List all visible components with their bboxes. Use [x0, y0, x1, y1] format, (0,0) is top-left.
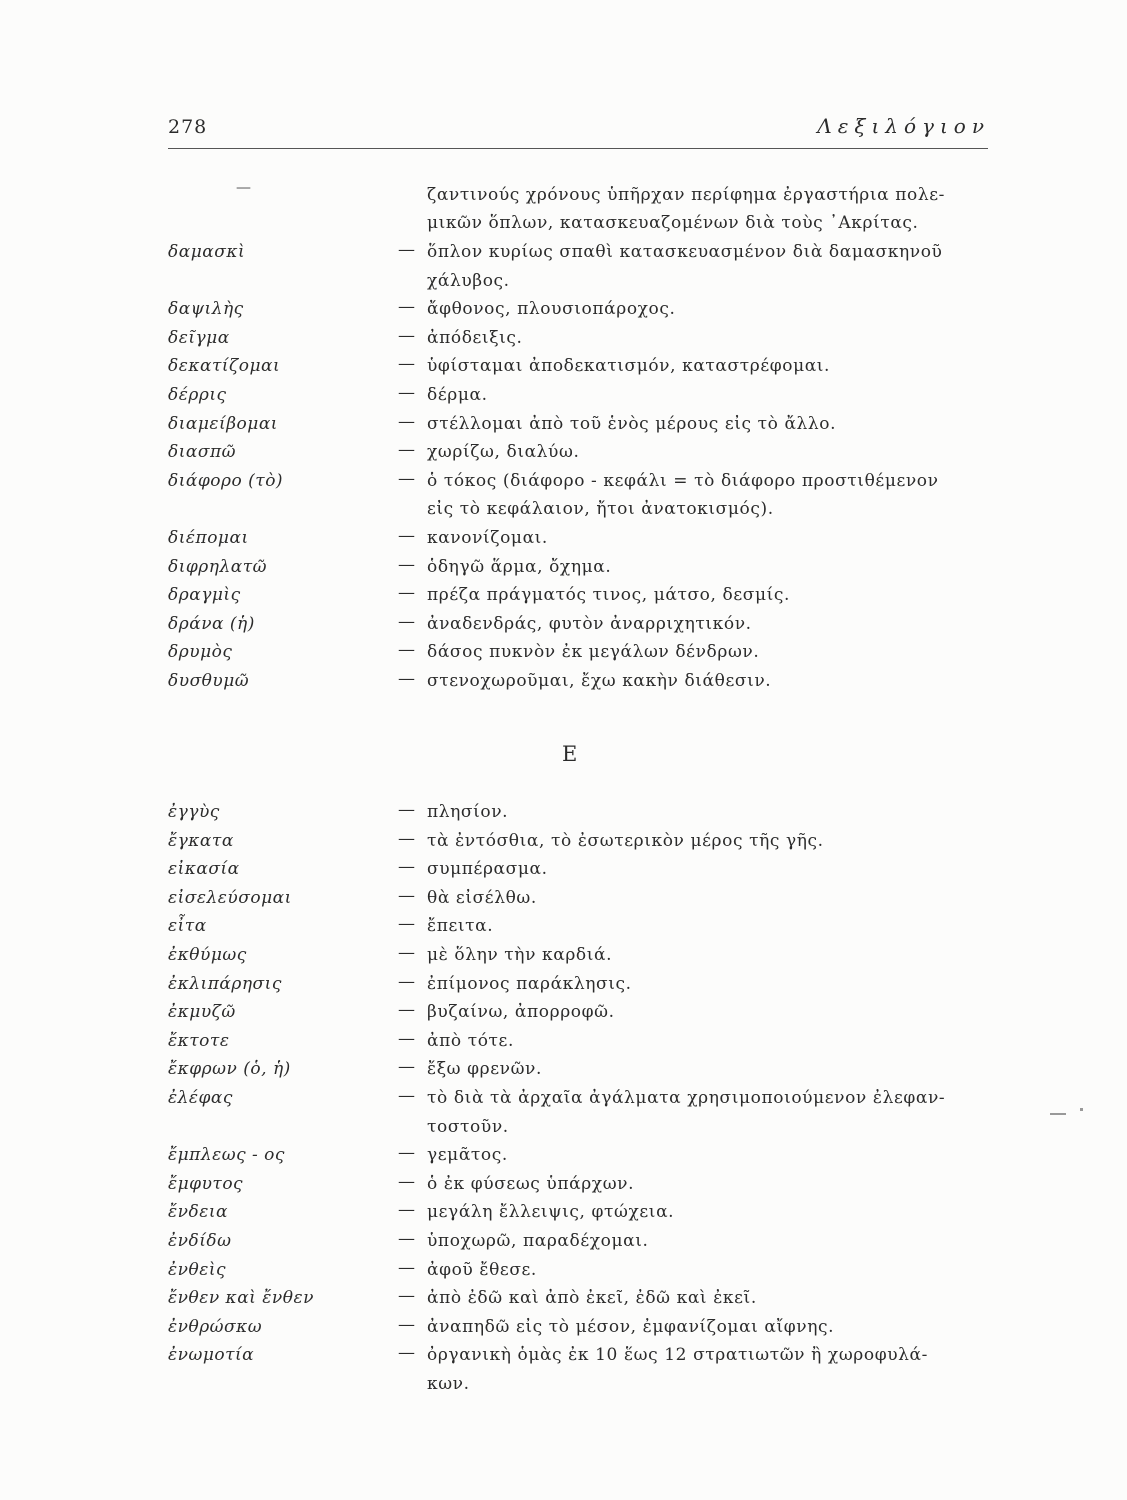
- entry-lemma: δέρρις: [168, 385, 227, 405]
- entry-lemma: δυσθυμῶ: [168, 671, 250, 691]
- entry-lemma: διέπομαι: [168, 528, 249, 548]
- entry-definition: συμπέρασμα.: [427, 859, 548, 880]
- entry-definition: χάλυβος.: [427, 270, 510, 291]
- entry-lemma: ἔκτοτε: [168, 1030, 230, 1051]
- entry-dash: —: [398, 440, 415, 461]
- entry-definition: ὁ ἐκ φύσεως ὑπάρχων.: [427, 1173, 635, 1194]
- entry-dash: —: [398, 885, 415, 906]
- scan-speck: [1050, 1113, 1066, 1115]
- entry-lemma: δραγμὶς: [168, 585, 241, 606]
- entry-dash: —: [398, 669, 415, 689]
- entry-dash: —: [398, 354, 415, 375]
- orphan-dash: —: [236, 178, 251, 196]
- entry-dash: —: [398, 857, 415, 878]
- entry-dash: —: [398, 1229, 415, 1249]
- entry-definition: τοστοῦν.: [427, 1116, 509, 1137]
- entry-definition: ἐπίμονος παράκλησις.: [427, 973, 632, 994]
- entry-dash: —: [398, 1343, 415, 1364]
- entry-lemma: ἔμπλεως - ος: [168, 1145, 285, 1166]
- entry-dash: —: [398, 914, 415, 935]
- entry-lemma: ἐνθρώσκω: [168, 1316, 263, 1337]
- entry-lemma: ἔμφυτος: [168, 1173, 244, 1194]
- entry-dash: —: [398, 1200, 415, 1221]
- entry-lemma: ἐκλιπάρησις: [168, 973, 282, 994]
- entry-definition: ἔπειτα.: [427, 916, 494, 937]
- entry-dash: —: [398, 297, 415, 318]
- intro-line: ζαντινούς χρόνους ὑπῆρχαν περίφημα ἐργαστήρια πολε-: [427, 185, 945, 205]
- entry-dash: —: [398, 583, 415, 604]
- entry-dash: —: [398, 554, 415, 575]
- entry-lemma: ἐνδίδω: [168, 1231, 232, 1251]
- entry-dash: —: [398, 1000, 415, 1021]
- entry-dash: —: [398, 800, 415, 820]
- entry-definition: γεμᾶτος.: [427, 1145, 508, 1166]
- entry-lemma: ἔγκατα: [168, 830, 234, 851]
- entry-definition: δάσος πυκνὸν ἐκ μεγάλων δένδρων.: [427, 642, 760, 663]
- entry-dash: —: [398, 1143, 415, 1164]
- entry-dash: —: [398, 1028, 415, 1049]
- entry-lemma: διασπῶ: [168, 442, 237, 463]
- entry-lemma: δαμασκὶ: [168, 242, 246, 262]
- entry-definition: ἄφθονος, πλουσιοπάροχος.: [427, 299, 676, 320]
- entry-lemma: ἐνωμοτία: [168, 1345, 255, 1366]
- entry-dash: —: [398, 1171, 415, 1192]
- entry-lemma: διάφορο (τὸ): [168, 470, 284, 491]
- entry-dash: —: [398, 1057, 415, 1078]
- entry-definition: κων.: [427, 1374, 470, 1394]
- entry-definition: μὲ ὅλην τὴν καρδιά.: [427, 945, 613, 965]
- entry-lemma: εἰσελεύσομαι: [168, 887, 292, 908]
- entry-dash: —: [398, 325, 415, 346]
- entry-definition: ὑφίσταμαι ἀποδεκατισμόν, καταστρέφομαι.: [427, 356, 831, 377]
- entry-dash: —: [398, 383, 415, 403]
- entry-lemma: εἰκασία: [168, 859, 240, 880]
- entry-definition: ἔξω φρενῶν.: [427, 1059, 542, 1080]
- entry-lemma: δεῖγμα: [168, 327, 230, 348]
- entry-definition: ἀπὸ ἐδῶ καὶ ἀπὸ ἐκεῖ, ἐδῶ καὶ ἐκεῖ.: [427, 1288, 757, 1309]
- entry-lemma: ἐγγὺς: [168, 802, 220, 822]
- entry-dash: —: [398, 971, 415, 992]
- entry-lemma: ἔκφρων (ὁ, ἡ): [168, 1059, 291, 1080]
- entry-lemma: εἶτα: [168, 916, 207, 937]
- entry-definition: στενοχωροῦμαι, ἔχω κακὴν διάθεσιν.: [427, 671, 772, 691]
- entry-definition: μεγάλη ἔλλειψις, φτώχεια.: [427, 1202, 675, 1223]
- entry-lemma: δαψιλὴς: [168, 299, 244, 320]
- entry-lemma: ἐκμυζῶ: [168, 1002, 236, 1023]
- entry-definition: θὰ εἰσέλθω.: [427, 887, 537, 908]
- entry-dash: —: [398, 640, 415, 661]
- entry-lemma: διαμείβομαι: [168, 413, 278, 434]
- entry-definition: ἀναδενδράς, φυτὸν ἀναρριχητικόν.: [427, 613, 752, 634]
- entry-dash: —: [398, 526, 415, 546]
- entry-dash: —: [398, 1086, 415, 1106]
- entry-definition: χωρίζω, διαλύω.: [427, 442, 580, 463]
- intro-line: μικῶν ὅπλων, κατασκευαζομένων διὰ τοὺς ᾽Ακρίτας.: [427, 213, 919, 233]
- entry-lemma: δράνα (ἡ): [168, 613, 255, 634]
- entry-definition: ἀπὸ τότε.: [427, 1030, 514, 1051]
- entry-lemma: ἔνδεια: [168, 1202, 228, 1223]
- entry-dash: —: [398, 1257, 415, 1278]
- entry-lemma: ἔνθεν καὶ ἔνθεν: [168, 1288, 314, 1309]
- entry-definition: εἰς τὸ κεφάλαιον, ἤτοι ἀνατοκισμός).: [427, 499, 774, 520]
- entry-dash: —: [398, 1286, 415, 1307]
- entry-lemma: ἐλέφας: [168, 1088, 233, 1108]
- entry-definition: ὀργανικὴ ὁμὰς ἐκ 10 ἕως 12 στρατιωτῶν ἢ χωροφυλά-: [427, 1345, 928, 1366]
- entry-definition: τὰ ἐντόσθια, τὸ ἐσωτερικὸν μέρος τῆς γῆς.: [427, 830, 824, 851]
- scan-speck: [1080, 1108, 1083, 1111]
- entry-dash: —: [398, 1314, 415, 1335]
- section-letter: Ε: [562, 742, 579, 766]
- entry-definition: ὁ τόκος (διάφορο - κεφάλι = τὸ διάφορο προστιθέμενον: [427, 470, 939, 491]
- entry-definition: τὸ διὰ τὰ ἀρχαῖα ἀγάλματα χρησιμοποιούμενον ἐλεφαν-: [427, 1088, 946, 1108]
- entry-dash: —: [398, 828, 415, 849]
- entry-lemma: ἐνθεὶς: [168, 1259, 227, 1280]
- entry-definition: ὅπλον κυρίως σπαθὶ κατασκευασμένον διὰ δαμασκηνοῦ: [427, 242, 943, 262]
- running-title: Λεξιλόγιον: [817, 114, 990, 138]
- entry-lemma: διφρηλατῶ: [168, 556, 268, 577]
- header-rule: [168, 148, 988, 149]
- entry-definition: ἀφοῦ ἔθεσε.: [427, 1259, 537, 1280]
- entry-lemma: δεκατίζομαι: [168, 356, 281, 377]
- entry-definition: πρέζα πράγματός τινος, μάτσο, δεσμίς.: [427, 585, 791, 606]
- entry-definition: ὑποχωρῶ, παραδέχομαι.: [427, 1231, 649, 1251]
- page-header: [168, 112, 990, 144]
- entry-dash: —: [398, 240, 415, 260]
- entry-definition: πλησίον.: [427, 802, 509, 822]
- entry-definition: βυζαίνω, ἀπορροφῶ.: [427, 1002, 615, 1023]
- entry-definition: στέλλομαι ἀπὸ τοῦ ἑνὸς μέρους εἰς τὸ ἄλλο.: [427, 413, 837, 434]
- entry-definition: δέρμα.: [427, 385, 488, 405]
- page-number: 278: [168, 116, 208, 138]
- entry-definition: ἀναπηδῶ εἰς τὸ μέσον, ἐμφανίζομαι αἴφνης.: [427, 1316, 835, 1337]
- entry-definition: ὁδηγῶ ἅρμα, ὄχημα.: [427, 556, 612, 577]
- entry-dash: —: [398, 943, 415, 963]
- entry-dash: —: [398, 611, 415, 632]
- entry-definition: κανονίζομαι.: [427, 528, 548, 548]
- entry-lemma: δρυμὸς: [168, 642, 233, 663]
- entry-lemma: ἐκθύμως: [168, 945, 247, 965]
- entry-dash: —: [398, 411, 415, 432]
- entry-definition: ἀπόδειξις.: [427, 327, 523, 348]
- entry-dash: —: [398, 468, 415, 489]
